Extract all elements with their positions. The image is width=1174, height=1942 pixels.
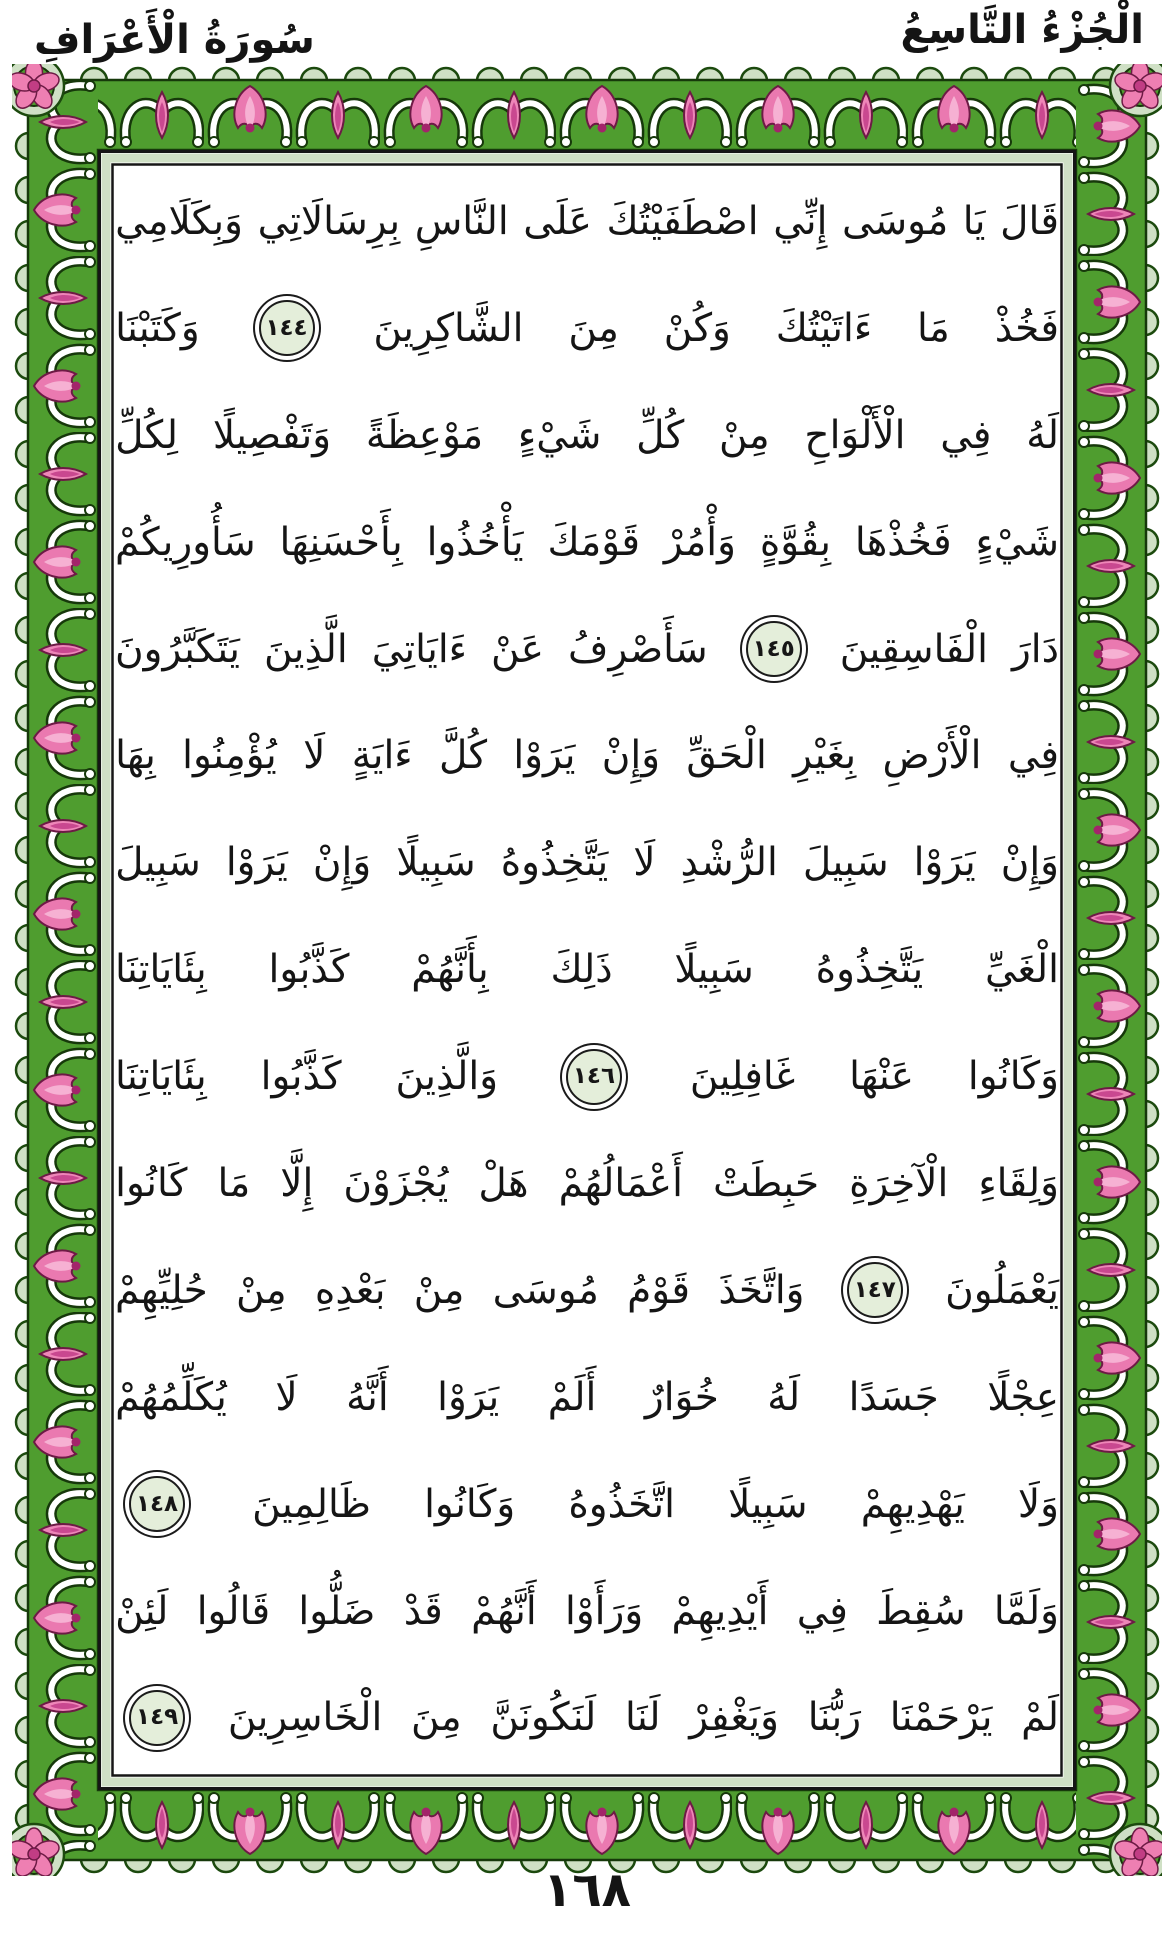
ayah-word: قَالَ [1000, 198, 1059, 244]
ayah-word: يُؤْمِنُوا [182, 733, 277, 779]
ayah-word: يَرَوْا [513, 733, 576, 779]
ayah-word: وَالَّذِينَ [395, 1054, 499, 1100]
ayah-word: لَا [275, 1374, 298, 1420]
ayah-word: بِئَايَاتِنَا [115, 947, 207, 993]
border-band-right [1076, 80, 1146, 1860]
ayah-word: سَبِيلَ [802, 840, 889, 886]
border-band-left [28, 80, 98, 1860]
ayah-word: وَرَأَوْا [565, 1588, 644, 1634]
ayah-end-rosette [129, 1476, 185, 1532]
ayah-word: أَيْدِيهِمْ [671, 1588, 769, 1634]
ayah-word: سَبِيلًا [728, 1481, 808, 1527]
ayah-number: ١٤٦ [572, 1063, 616, 1090]
ayah-word: شَيْءٍ [517, 412, 602, 458]
ayah-word: بِرِسَالَاتِي [257, 198, 401, 244]
ayah-word: مِنَ [411, 1695, 462, 1741]
ayah-word: لَهُ [767, 1374, 801, 1420]
ayah-word: حَبِطَتْ [712, 1160, 820, 1206]
scallop-edge-left [12, 80, 28, 1860]
ayah-word: إِنِّي [773, 198, 828, 244]
ayah-word: وَإِنْ [1000, 840, 1059, 886]
ayah-word: بِقُوَّةٍ [759, 519, 831, 565]
ayah-word: لِكُلِّ [115, 412, 179, 458]
mushaf-line [115, 275, 1059, 382]
ayah-word: وَكَتَبْنَا [115, 305, 200, 351]
mushaf-line [115, 1023, 1059, 1130]
ayah-word: مَوْعِظَةً [365, 412, 484, 458]
ayah-word: أَنَّهُمْ [471, 1588, 537, 1634]
rosette-petal-icon [144, 1524, 170, 1550]
ayah-end-rosette [566, 1049, 622, 1105]
ayah-word: الْخَاسِرِينَ [227, 1695, 383, 1741]
ayah-word: قَالُوا [196, 1588, 271, 1634]
mushaf-line [115, 489, 1059, 596]
ayah-word: فَخُذْ [994, 305, 1059, 351]
ayah-word: غَافِلِينَ [689, 1054, 796, 1100]
ayah-end-rosette [129, 1690, 185, 1746]
ayah-word: الرُّشْدِ [680, 840, 778, 886]
ayah-word: اتَّخَذُوهُ [568, 1481, 675, 1527]
ayah-word: بِأَنَّهُمْ [411, 947, 489, 993]
ayah-word: بَعْدِهِ [314, 1267, 386, 1313]
mushaf-line [115, 382, 1059, 489]
rosette-petal-icon [581, 1097, 607, 1123]
ayah-word: يُكَلِّمُهُمْ [115, 1374, 227, 1420]
ayah-word: دَارَ [1011, 626, 1059, 672]
ayah-word: ظَالِمِينَ [252, 1481, 371, 1527]
ayah-end-rosette [746, 621, 802, 677]
ayah-word: مُوسَى [841, 198, 949, 244]
mushaf-line [115, 809, 1059, 916]
ayah-word: أَنَّهُ [346, 1374, 389, 1420]
ayah-word: عَنْ [491, 626, 544, 672]
ayah-word: سَأَصْرِفُ [568, 626, 708, 672]
ayah-word: يُجْزَوْنَ [343, 1160, 449, 1206]
ayah-word: يَعْمَلُونَ [945, 1267, 1059, 1313]
rosette-petal-icon [144, 1672, 170, 1698]
mushaf-line [115, 1130, 1059, 1237]
ayah-word: لَمْ [1021, 1695, 1059, 1741]
ayah-number: ١٤٨ [135, 1490, 179, 1517]
ayah-word: الشَّاكِرِينَ [373, 305, 524, 351]
ayah-word: مِنْ [413, 1267, 465, 1313]
rosette-petal-icon [862, 1310, 888, 1336]
mushaf-line [115, 916, 1059, 1023]
ayah-word: أَعْمَالُهُمْ [558, 1160, 683, 1206]
rosette-petal-icon [274, 282, 300, 308]
rosette-petal-icon [761, 603, 787, 629]
ayah-word: يَرَوْا [913, 840, 976, 886]
ayah-number: ١٤٤ [265, 314, 308, 341]
ayah-word: فِي [796, 1588, 848, 1634]
ayah-word: سَبِيلَ [115, 840, 201, 886]
ayah-word: لَنَا [624, 1695, 661, 1741]
ayah-word: وَبِكَلَامِي [115, 198, 243, 244]
mushaf-line [115, 1237, 1059, 1344]
ayah-word: سَبِيلًا [396, 840, 476, 886]
ayah-word: بِهَا [115, 733, 156, 779]
ayah-word: يَا [962, 198, 986, 244]
ayah-word: الْفَاسِقِينَ [839, 626, 988, 672]
ayah-word: يَتَّخِذُوهُ [815, 947, 924, 993]
ayah-word: لَا [633, 840, 656, 886]
ayah-word: الَّذِينَ [263, 626, 348, 672]
ayah-number: ١٤٩ [136, 1704, 179, 1731]
ayah-word: اصْطَفَيْتُكَ [606, 198, 759, 244]
ayah-word: وَإِنْ [312, 840, 372, 886]
ayah-word: إِلَّا [280, 1160, 314, 1206]
ayah-number: ١٤٧ [853, 1276, 896, 1303]
ayah-word: ضَلُّوا [298, 1588, 376, 1634]
ayah-word: سُقِطَ [876, 1588, 966, 1634]
rosette-petal-icon [274, 348, 300, 374]
scallop-edge-top [28, 64, 1146, 80]
ayah-number: ١٤٥ [752, 635, 795, 662]
ayah-word: جَسَدًا [848, 1374, 939, 1420]
ayah-word: وَكَانُوا [424, 1481, 516, 1527]
ayah-word: النَّاسِ [414, 198, 509, 244]
rosette-petal-icon [144, 1738, 170, 1764]
ayah-word: عَنْهَا [849, 1054, 914, 1100]
ayah-end-rosette [259, 300, 315, 356]
ayah-word: مَا [217, 1160, 251, 1206]
ayah-word: لَنَكُونَنَّ [490, 1695, 597, 1741]
juz-title: الْجُزْءُ التَّاسِعُ [900, 7, 1144, 53]
rosette-petal-icon [862, 1244, 888, 1270]
ayah-word: مِنَ [568, 305, 619, 351]
ayah-word: وَيَغْفِرْ [689, 1695, 779, 1741]
ayah-word: شَيْءٍ [975, 519, 1059, 565]
ayah-word: وَلَا [1017, 1481, 1059, 1527]
mushaf-line [115, 168, 1059, 275]
mushaf-line [115, 596, 1059, 703]
mushaf-line [115, 1664, 1059, 1771]
ayah-word: كُلِّ [636, 412, 685, 458]
ayah-word: هَلْ [478, 1160, 529, 1206]
ayah-word: رَبُّنَا [807, 1695, 862, 1741]
mushaf-text [115, 168, 1059, 1772]
ayah-word: سَبِيلًا [674, 947, 754, 993]
ayah-word: الْغَيِّ [984, 947, 1059, 993]
ayah-word: فَخُذْهَا [854, 519, 952, 565]
ayah-word: عَلَى [523, 198, 592, 244]
border-band-bottom [28, 1790, 1146, 1860]
ayah-word: يَتَّخِذُوهُ [500, 840, 609, 886]
ayah-word: كَانُوا [115, 1160, 188, 1206]
rosette-petal-icon [581, 1031, 607, 1057]
ayah-word: يَتَكَبَّرُونَ [115, 626, 240, 672]
ayah-word: الْحَقِّ [686, 733, 767, 779]
ayah-word: ءَاتَيْتُكَ [775, 305, 873, 351]
ayah-word: بِئَايَاتِنَا [115, 1054, 207, 1100]
ayah-word: يَأْخُذُوا [426, 519, 524, 565]
ayah-word: الْآخِرَةِ [849, 1160, 949, 1206]
ayah-word: كُلَّ [438, 733, 488, 779]
mushaf-line [115, 702, 1059, 809]
ayah-word: مُوسَى [492, 1267, 599, 1313]
ayah-word: مِنْ [719, 412, 770, 458]
ayah-word: خُوَارٌ [644, 1374, 719, 1420]
ayah-word: قَوْمَكَ [547, 519, 641, 565]
scallop-edge-right [1146, 80, 1162, 1860]
ayah-word: لَئِنْ [115, 1588, 169, 1634]
ayah-word: لَا [303, 733, 326, 779]
ayah-word: يَرَوْا [225, 840, 288, 886]
ayah-word: ءَايَةٍ [351, 733, 413, 779]
surah-title: سُورَةُ الْأَعْرَافِ [34, 17, 315, 63]
ayah-word: لَهُ [1026, 412, 1059, 458]
ayah-end-rosette [847, 1262, 903, 1318]
ayah-word: مِنْ [236, 1267, 287, 1313]
ayah-word: وَاتَّخَذَ [718, 1267, 805, 1313]
ayah-word: حُلِيِّهِمْ [115, 1267, 208, 1313]
ayah-word: وَتَفْصِيلًا [212, 412, 332, 458]
ayah-word: قَدْ [403, 1588, 443, 1634]
ayah-word: فِي [1007, 733, 1059, 779]
ayah-word: يَرْحَمْنَا [889, 1695, 993, 1741]
rosette-petal-icon [144, 1458, 170, 1484]
border-band-top [28, 80, 1146, 150]
ayah-word: وَلَمَّا [993, 1588, 1059, 1634]
ayah-word: كَذَّبُوا [268, 947, 350, 993]
ayah-word: ءَايَاتِيَ [371, 626, 467, 672]
mushaf-line [115, 1451, 1059, 1558]
ayah-word: سَأُورِيكُمْ [115, 519, 256, 565]
page-number: ١٦٨ [543, 1862, 631, 1918]
ayah-word: الْأَلْوَاحِ [804, 412, 906, 458]
mushaf-line [115, 1344, 1059, 1451]
ayah-word: وَأْمُرْ [663, 519, 736, 565]
ayah-word: عِجْلًا [987, 1374, 1059, 1420]
ayah-word: بِغَيْرِ [793, 733, 857, 779]
ayah-word: كَذَّبُوا [260, 1054, 342, 1100]
ayah-word: قَوْمُ [627, 1267, 691, 1313]
ayah-word: أَلَمْ [547, 1374, 597, 1420]
ayah-word: ذَلِكَ [550, 947, 613, 993]
ayah-word: الْأَرْضِ [882, 733, 982, 779]
ayah-word: يَرَوْا [437, 1374, 500, 1420]
ayah-word: وَكَانُوا [967, 1054, 1059, 1100]
rosette-petal-icon [761, 669, 787, 695]
ayah-word: فِي [940, 412, 992, 458]
ayah-word: وَكُنْ [663, 305, 731, 351]
ayah-word: يَهْدِيهِمْ [860, 1481, 965, 1527]
ayah-word: وَلِقَاءِ [978, 1160, 1059, 1206]
ayah-word: وَإِنْ [601, 733, 661, 779]
ayah-word: مَا [917, 305, 950, 351]
ayah-word: بِأَحْسَنِهَا [279, 519, 403, 565]
mushaf-line [115, 1558, 1059, 1665]
